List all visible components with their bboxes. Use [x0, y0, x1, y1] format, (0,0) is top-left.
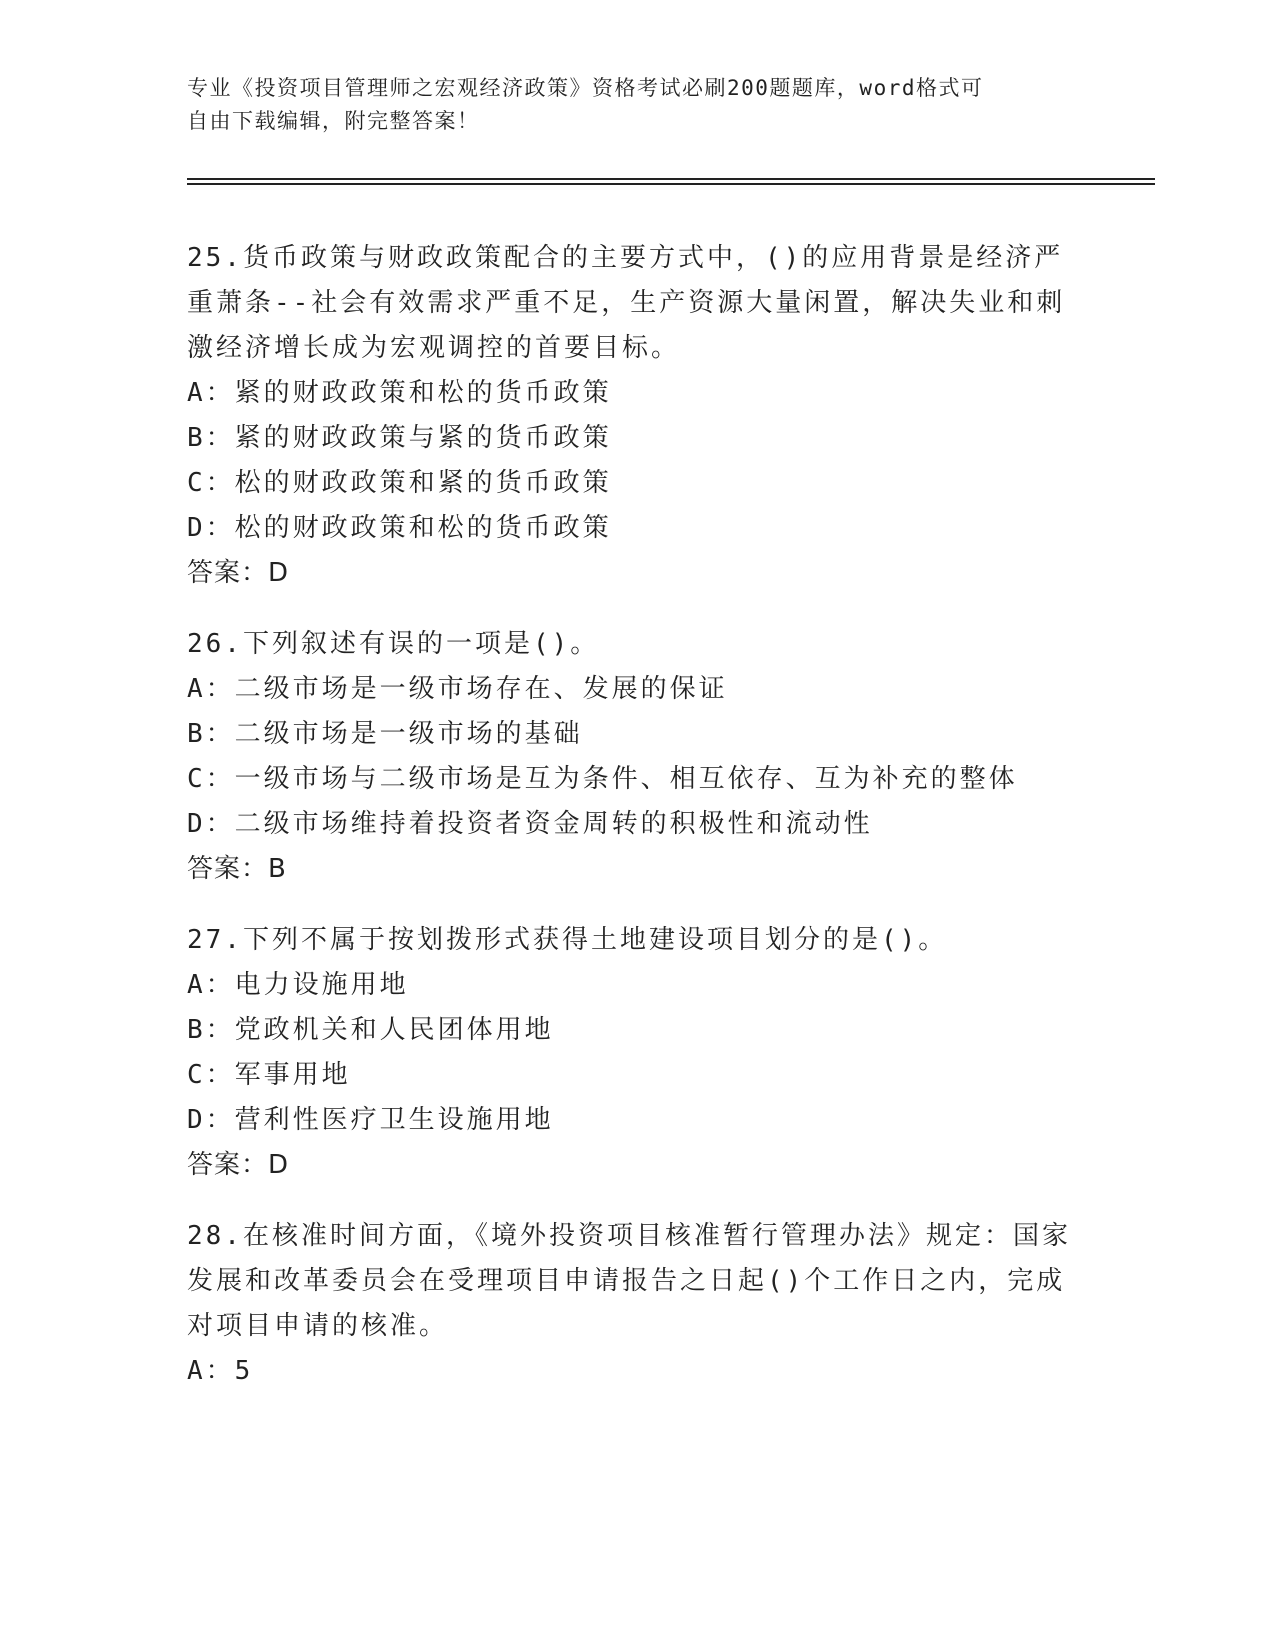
question-stem: 26.下列叙述有误的一项是()。	[187, 629, 600, 659]
question-list	[187, 236, 1087, 1420]
question-28	[187, 1214, 1087, 1394]
question-stem: 28.在核准时间方面，《境外投资项目核准暂行管理办法》规定：国家发展和改革委员会在受理项目申请报告之日起()个工作日之内，完成对项目申请的核准。	[187, 1221, 1071, 1341]
option-b: B：紧的财政政策与紧的货币政策	[187, 423, 612, 453]
answer: 答案：B	[187, 854, 287, 884]
header-divider-bottom	[187, 183, 1155, 185]
question-26	[187, 622, 1087, 892]
option-d: D：松的财政政策和松的货币政策	[187, 513, 612, 543]
question-stem: 25.货币政策与财政政策配合的主要方式中，()的应用背景是经济严重萧条--社会有效需求严重不足，生产资源大量闲置，解决失业和刺激经济增长成为宏观调控的首要目标。	[187, 243, 1066, 363]
question-27	[187, 918, 1087, 1188]
answer: 答案：D	[187, 558, 290, 588]
document-header	[187, 72, 1067, 138]
option-c: C：军事用地	[187, 1060, 351, 1090]
option-c: C：松的财政政策和紧的货币政策	[187, 468, 612, 498]
question-25	[187, 236, 1087, 596]
header-line-1: 专业《投资项目管理师之宏观经济政策》资格考试必刷200题题库，word格式可	[187, 76, 984, 100]
answer: 答案：D	[187, 1150, 290, 1180]
option-a: A：5	[187, 1356, 254, 1386]
option-a: A：电力设施用地	[187, 970, 409, 1000]
option-c: C：一级市场与二级市场是互为条件、相互依存、互为补充的整体	[187, 764, 1018, 794]
header-divider-top	[187, 178, 1155, 180]
question-stem: 27.下列不属于按划拨形式获得土地建设项目划分的是()。	[187, 925, 948, 955]
option-a: A：二级市场是一级市场存在、发展的保证	[187, 674, 728, 704]
option-b: B：二级市场是一级市场的基础	[187, 719, 583, 749]
option-d: D：营利性医疗卫生设施用地	[187, 1105, 554, 1135]
header-line-2: 自由下载编辑，附完整答案！	[187, 109, 480, 133]
option-b: B：党政机关和人民团体用地	[187, 1015, 554, 1045]
option-a: A：紧的财政政策和松的货币政策	[187, 378, 612, 408]
option-d: D：二级市场维持着投资者资金周转的积极性和流动性	[187, 809, 873, 839]
